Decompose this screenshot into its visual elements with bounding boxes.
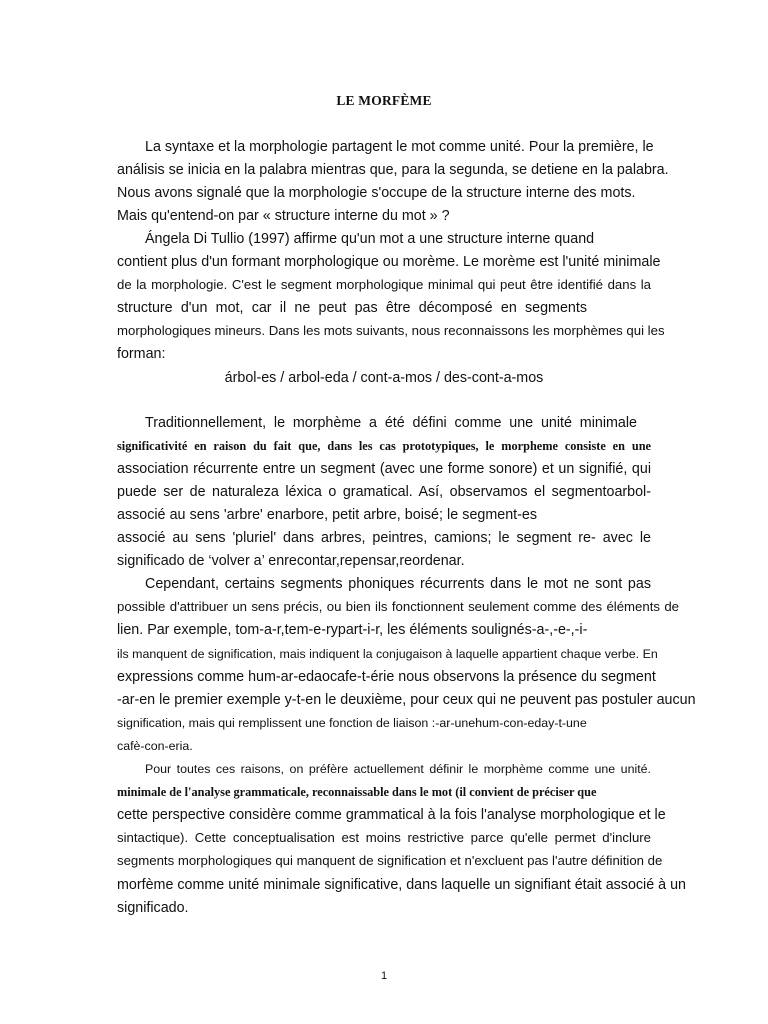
paragraph-line: lien. Par exemple, tom-a-r,tem-e-rypart-i-r, les éléments soulignés-a-,-e-,-i- xyxy=(117,622,588,638)
paragraph-line: morphologiques mineurs. Dans les mots suivants, nous reconnaissons les morphèmes qui les xyxy=(117,323,665,338)
paragraph-line: significativité en raison du fait que, dans les cas prototypiques, le morpheme consiste en une xyxy=(117,439,651,453)
paragraph-line: minimale de l'analyse grammaticale, reconnaissable dans le mot (il convient de préciser que xyxy=(117,785,597,799)
paragraph-line: Ángela Di Tullio (1997) affirme qu'un mot a une structure interne quand xyxy=(145,231,595,247)
paragraph-line: Mais qu'entend-on par « structure interne du mot » ? xyxy=(117,208,450,224)
paragraph-line: La syntaxe et la morphologie partagent le mot comme unité. Pour la première, le xyxy=(145,139,654,155)
paragraph-line: puede ser de naturaleza léxica o gramatical. Así, observamos el segmentoarbol- xyxy=(117,484,651,500)
paragraph-line: Traditionnellement, le morphème a été défini comme une unité minimale xyxy=(145,415,637,431)
paragraph-line: association récurrente entre un segment (avec une forme sonore) et un signifié, qui xyxy=(117,461,651,477)
morpheme-examples: árbol-es / arbol-eda / cont-a-mos / des-cont-a-mos xyxy=(224,370,544,386)
paragraph-line: morfème comme unité minimale significative, dans laquelle un signifiant était associé à un xyxy=(117,877,686,893)
page-title: LE MORFÈME xyxy=(336,93,432,108)
paragraph-line: de la morphologie. C'est le segment morphologique minimal qui peut être identifié dans la xyxy=(117,277,651,292)
paragraph-line: forman: xyxy=(117,346,166,362)
paragraph-line: cafè-con-eria. xyxy=(117,739,193,753)
paragraph-line: segments morphologiques qui manquent de signification et n'excluent pas l'autre définition de xyxy=(117,853,663,868)
paragraph-line: ils manquent de signification, mais indiquent la conjugaison à laquelle appartient chaque verbe. En xyxy=(117,647,658,661)
paragraph-line: Pour toutes ces raisons, on préfère actuellement définir le morphème comme une unité. xyxy=(145,762,651,776)
paragraph-line: Cependant, certains segments phoniques récurrents dans le mot ne sont pas xyxy=(145,576,651,592)
paragraph-line: -ar-en le premier exemple y-t-en le deuxième, pour ceux qui ne peuvent pas postuler aucun xyxy=(117,692,696,708)
paragraph-line: associé au sens 'pluriel' dans arbres, peintres, camions; le segment re- avec le xyxy=(117,530,651,546)
paragraph-line: Nous avons signalé que la morphologie s'occupe de la structure interne des mots. xyxy=(117,185,636,201)
paragraph-line: cette perspective considère comme grammatical à la fois l'analyse morphologique et le xyxy=(117,807,666,823)
paragraph-line: expressions comme hum-ar-edaocafe-t-érie nous observons la présence du segment xyxy=(117,669,656,685)
paragraph-line: possible d'attribuer un sens précis, ou bien ils fonctionnent seulement comme des éléments de xyxy=(117,599,679,614)
paragraph-line: signification, mais qui remplissent une fonction de liaison :-ar-unehum-con-eday-t-une xyxy=(117,716,587,730)
page-number: 1 xyxy=(380,970,388,982)
paragraph-line: significado. xyxy=(117,900,189,916)
paragraph-line: contient plus d'un formant morphologique ou morème. Le morème est l'unité minimale xyxy=(117,254,661,270)
paragraph-line: sintactique). Cette conceptualisation est moins restrictive parce qu'elle permet d'inclure xyxy=(117,830,651,845)
paragraph-line: análisis se inicia en la palabra mientras que, para la segunda, se detiene en la palabra. xyxy=(117,162,669,178)
paragraph-line: associé au sens 'arbre' enarbore, petit arbre, boisé; le segment-es xyxy=(117,507,537,523)
paragraph-line: significado de ‘volver a’ enrecontar,repensar,reordenar. xyxy=(117,553,465,569)
paragraph-line: structure d'un mot, car il ne peut pas être décomposé en segments xyxy=(117,300,587,316)
